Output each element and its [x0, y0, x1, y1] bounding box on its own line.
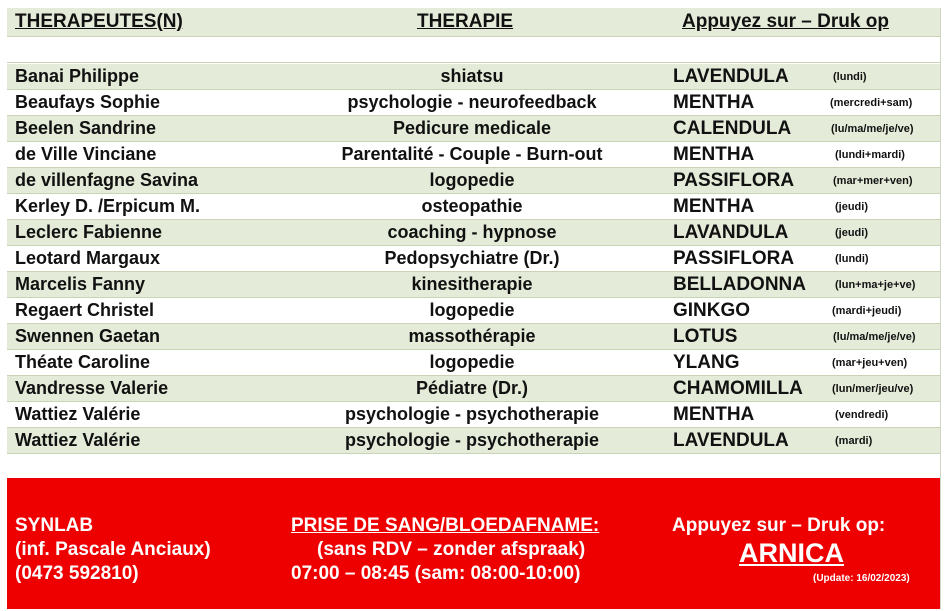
schedule-days: (lu/ma/me/je/ve) [833, 331, 916, 343]
therapist-name: de villenfagne Savina [15, 170, 199, 190]
press-code: PASSIFLORA [673, 248, 795, 269]
therapist-name: Beaufays Sophie [15, 92, 161, 112]
therapist-name: Kerley D. /Erpicum M. [15, 196, 201, 216]
table-header [7, 8, 940, 37]
schedule-days: (lundi) [833, 71, 867, 83]
schedule-days: (mercredi+sam) [830, 97, 913, 109]
table-row [7, 90, 940, 116]
press-code: BELLADONNA [673, 274, 806, 295]
table-row [7, 324, 940, 350]
therapist-name: Marcelis Fanny [15, 274, 146, 294]
lab-no-appointment: (sans RDV – zonder afspraak) [317, 539, 586, 560]
press-code: MENTHA [673, 144, 755, 165]
press-code: CHAMOMILLA [673, 378, 803, 399]
press-code: LOTUS [673, 326, 738, 347]
press-code: LAVANDULA [673, 222, 789, 243]
table-row [7, 64, 940, 90]
lab-press: Appuyez sur – Druk op: [672, 515, 886, 536]
therapy: Parentalité - Couple - Burn-out [341, 144, 603, 164]
lab-section [7, 478, 940, 609]
therapy: psychologie - neurofeedback [347, 92, 597, 112]
therapist-name: Regaert Christel [15, 300, 155, 320]
press-code: GINKGO [673, 300, 751, 321]
press-code: PASSIFLORA [673, 170, 795, 191]
table-row [7, 298, 940, 324]
therapy: psychologie - psychotherapie [344, 430, 600, 450]
directory-sheet [7, 8, 941, 609]
header-therapy: THERAPIE [417, 11, 514, 32]
lab-phone: (0473 592810) [15, 563, 139, 584]
blank-row [7, 37, 940, 63]
lab-nurse: (inf. Pascale Anciaux) [15, 539, 211, 560]
therapy: logopedie [429, 352, 515, 372]
header-therapist: THERAPEUTES(N) [15, 11, 183, 32]
table-row [7, 428, 940, 454]
press-code: LAVENDULA [673, 430, 789, 451]
therapy: massothérapie [408, 326, 536, 346]
schedule-days: (mar+mer+ven) [833, 175, 913, 187]
lab-title: PRISE DE SANG/BLOEDAFNAME: [291, 515, 600, 536]
table-row [7, 116, 940, 142]
press-code: MENTHA [673, 404, 755, 425]
therapy: logopedie [429, 300, 515, 320]
therapist-name: Banai Philippe [15, 66, 140, 86]
blank-row [7, 457, 940, 477]
schedule-days: (lun+ma+je+ve) [835, 279, 916, 291]
schedule-days: (mardi) [835, 435, 873, 447]
therapy: logopedie [429, 170, 515, 190]
therapist-list [7, 64, 940, 454]
therapist-name: Wattiez Valérie [15, 404, 141, 424]
press-code: CALENDULA [673, 118, 792, 139]
lab-update: (Update: 16/02/2023) [813, 573, 910, 584]
schedule-days: (jeudi) [835, 201, 868, 213]
press-code: LAVENDULA [673, 66, 789, 87]
schedule-days: (mar+jeu+ven) [832, 357, 908, 369]
table-row [7, 350, 940, 376]
therapist-name: Swennen Gaetan [15, 326, 161, 346]
schedule-days: (mardi+jeudi) [832, 305, 902, 317]
therapist-name: Wattiez Valérie [15, 430, 141, 450]
schedule-days: (vendredi) [835, 409, 889, 421]
therapy: coaching - hypnose [387, 222, 557, 242]
therapy: Pedopsychiatre (Dr.) [384, 248, 560, 268]
header-press: Appuyez sur – Druk op [682, 11, 889, 32]
therapy: shiatsu [440, 66, 504, 86]
table-row [7, 402, 940, 428]
table-row [7, 272, 940, 298]
table-row [7, 142, 940, 168]
table-row [7, 168, 940, 194]
press-code: MENTHA [673, 196, 755, 217]
schedule-days: (lundi) [835, 253, 869, 265]
therapy: Pédiatre (Dr.) [415, 378, 529, 398]
therapist-name: de Ville Vinciane [15, 144, 157, 164]
therapist-name: Vandresse Valerie [15, 378, 169, 398]
therapist-name: Théate Caroline [15, 352, 151, 372]
press-code: YLANG [673, 352, 740, 373]
schedule-days: (lun/mer/jeu/ve) [832, 383, 914, 395]
lab-hours: 07:00 – 08:45 (sam: 08:00-10:00) [291, 563, 581, 584]
table-row [7, 194, 940, 220]
schedule-days: (jeudi) [835, 227, 868, 239]
therapy: osteopathie [421, 196, 523, 216]
lab-name: SYNLAB [15, 515, 94, 536]
therapist-name: Leotard Margaux [15, 248, 161, 268]
therapy: Pedicure medicale [392, 118, 552, 138]
table-row [7, 220, 940, 246]
schedule-days: (lundi+mardi) [835, 149, 905, 161]
lab-code: ARNICA [739, 538, 844, 568]
schedule-days: (lu/ma/me/je/ve) [831, 123, 914, 135]
therapist-name: Leclerc Fabienne [15, 222, 163, 242]
table-row [7, 376, 940, 402]
therapist-name: Beelen Sandrine [15, 118, 157, 138]
therapy: kinesitherapie [411, 274, 533, 294]
therapy: psychologie - psychotherapie [344, 404, 600, 424]
press-code: MENTHA [673, 92, 755, 113]
table-row [7, 246, 940, 272]
